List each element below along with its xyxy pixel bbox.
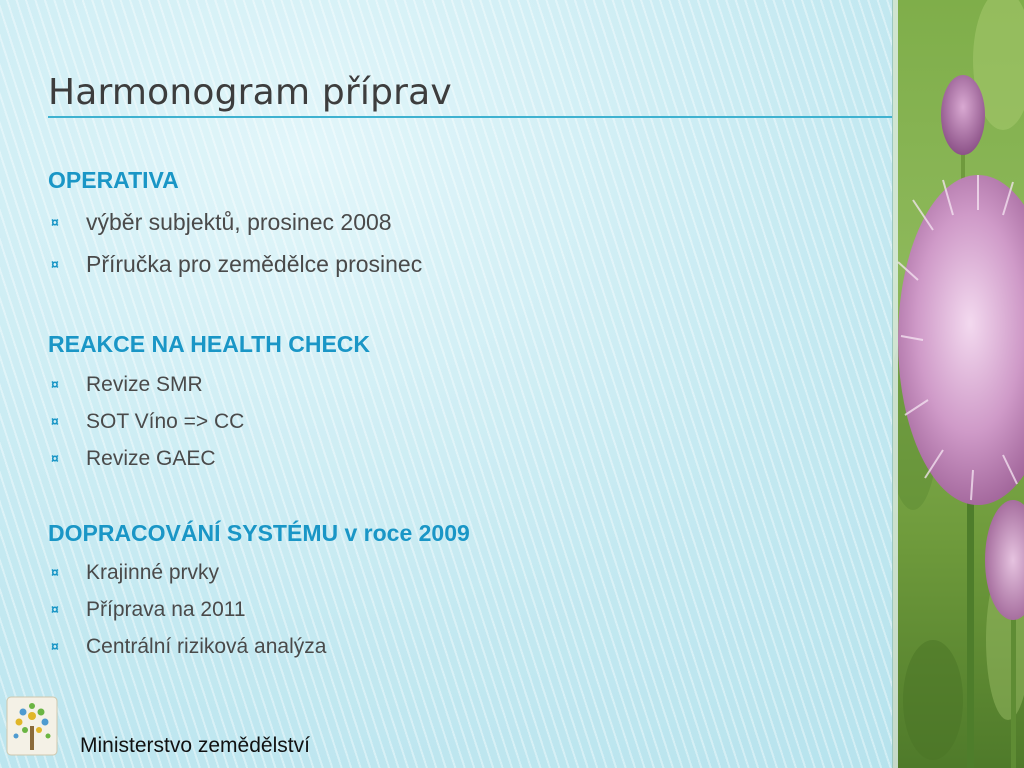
bullet-icon: ¤	[51, 214, 59, 230]
bullet-icon: ¤	[51, 564, 59, 580]
list-item-text: výběr subjektů, prosinec 2008	[86, 209, 392, 235]
list-item-text: Příručka pro zemědělce prosinec	[86, 251, 423, 277]
ministry-footer-text: Ministerstvo zemědělství	[80, 734, 310, 757]
list-item-text: Příprava na 2011	[86, 598, 246, 621]
list-item	[48, 201, 422, 243]
list-item-text: Revize SMR	[86, 373, 203, 396]
list-item	[48, 366, 244, 403]
section-heading-operativa: OPERATIVA	[48, 167, 179, 193]
bullet-icon: ¤	[51, 256, 59, 272]
bullet-icon: ¤	[51, 450, 59, 466]
list-item	[48, 554, 326, 591]
bullet-icon: ¤	[51, 601, 59, 617]
ministry-tree-logo-icon	[6, 696, 58, 756]
bullet-icon: ¤	[51, 638, 59, 654]
section-heading-dopracovani: DOPRACOVÁNÍ SYSTÉMU v roce 2009	[48, 520, 470, 546]
list-item-text: SOT Víno => CC	[86, 410, 245, 433]
section-heading-health-check: REAKCE NA HEALTH CHECK	[48, 331, 370, 357]
list-item-text: Krajinné prvky	[86, 561, 220, 584]
list-item-text: Centrální riziková analýza	[86, 635, 327, 658]
slide-title: Harmonogram příprav	[48, 72, 452, 113]
list-item	[48, 243, 422, 285]
health-check-list	[48, 366, 244, 477]
clover-flower-photo	[892, 0, 1024, 768]
list-item	[48, 440, 244, 477]
operativa-list	[48, 201, 422, 285]
list-item-text: Revize GAEC	[86, 447, 216, 470]
bullet-icon: ¤	[51, 376, 59, 392]
list-item	[48, 403, 244, 440]
title-divider	[48, 116, 893, 118]
list-item	[48, 591, 326, 628]
dopracovani-list	[48, 554, 326, 665]
list-item	[48, 628, 326, 665]
bullet-icon: ¤	[51, 413, 59, 429]
